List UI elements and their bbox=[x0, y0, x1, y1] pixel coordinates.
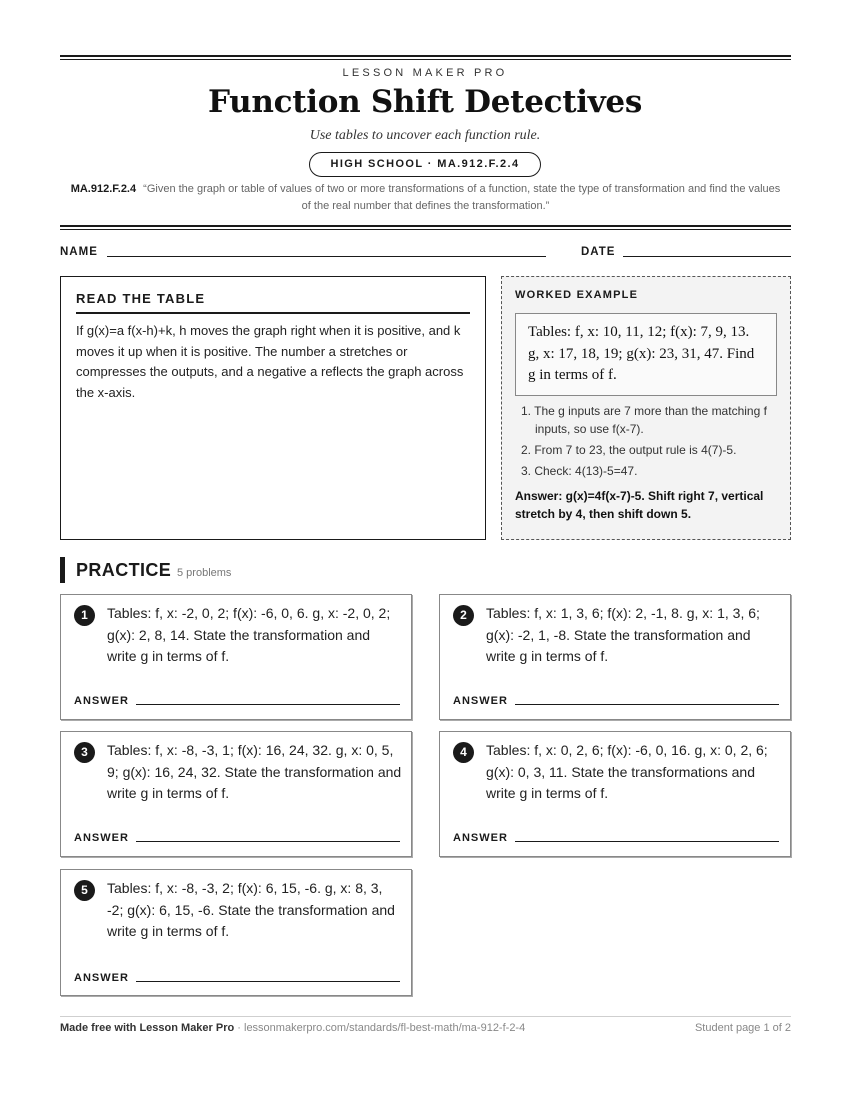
worked-example-answer: Answer: g(x)=4f(x-7)-5. Shift right 7, vertical stretch by 4, then shift down 5. bbox=[515, 488, 764, 521]
worked-example-prompt: Tables: f, x: 10, 11, 12; f(x): 7, 9, 13. g, x: 17, 18, 19; g(x): 23, 31, 47. Find g in terms of f. bbox=[515, 313, 777, 396]
standard-text: “Given the graph or table of values of two or more transformations of a function, state the type of transformation and find the values of the real number that defines the transformation.” bbox=[143, 183, 781, 212]
answer-label: ANSWER bbox=[453, 832, 508, 844]
worked-example-steps bbox=[515, 402, 777, 480]
problem-card-2 bbox=[439, 594, 791, 720]
worksheet-subtitle: Use tables to uncover each function rule. bbox=[309, 128, 541, 143]
practice-count: 5 problems bbox=[177, 567, 232, 579]
problem-card-5 bbox=[60, 869, 412, 996]
problem-number: 4 bbox=[453, 742, 474, 763]
practice-heading: PRACTICE bbox=[76, 560, 172, 580]
footer-made-with: Made free with Lesson Maker Pro bbox=[60, 1022, 235, 1034]
header-bottom-rule bbox=[60, 225, 791, 227]
worked-step: 1. The g inputs are 7 more than the matching f inputs, so use f(x-7). bbox=[521, 403, 767, 436]
problem-card-1 bbox=[60, 594, 412, 720]
answer-label: ANSWER bbox=[74, 695, 129, 707]
date-field[interactable] bbox=[623, 256, 791, 257]
problem-prompt: Tables: f, x: -2, 0, 2; f(x): -6, 0, 6. g, x: -2, 0, 2; g(x): 2, 8, 14. State the transformation and write g in terms of f. bbox=[107, 605, 391, 664]
answer-field[interactable] bbox=[515, 704, 779, 705]
answer-field[interactable] bbox=[136, 981, 400, 982]
header-top-rule bbox=[60, 55, 791, 57]
footer-credit bbox=[60, 1022, 525, 1034]
date-label: DATE bbox=[581, 246, 616, 258]
footer-url[interactable]: · lessonmakerpro.com/standards/fl-best-math/ma-912-f-2-4 bbox=[234, 1022, 526, 1034]
grade-standard-badge: HIGH SCHOOL · MA.912.F.2.4 bbox=[309, 152, 541, 177]
problem-card-4 bbox=[439, 731, 791, 857]
name-label: NAME bbox=[60, 246, 98, 258]
problem-card-3 bbox=[60, 731, 412, 857]
answer-label: ANSWER bbox=[453, 695, 508, 707]
read-the-table-box bbox=[60, 276, 486, 540]
problem-prompt: Tables: f, x: 0, 2, 6; f(x): -6, 0, 16. g, x: 0, 2, 6; g(x): 0, 3, 11. State the transformations and write g in terms of f. bbox=[486, 742, 768, 801]
worksheet-title: Function Shift Detectives bbox=[208, 84, 642, 120]
read-box-title: READ THE TABLE bbox=[76, 291, 470, 314]
problem-prompt: Tables: f, x: -8, -3, 1; f(x): 16, 24, 32. g, x: 0, 5, 9; g(x): 16, 24, 32. State the transformation and write g in terms of f. bbox=[107, 742, 402, 801]
worked-example-title: WORKED EXAMPLE bbox=[515, 289, 639, 301]
name-field[interactable] bbox=[107, 256, 546, 257]
problem-prompt: Tables: f, x: 1, 3, 6; f(x): 2, -1, 8. g, x: 1, 3, 6; g(x): -2, 1, -8. State the transformation and write g in terms of f. bbox=[486, 605, 760, 664]
practice-accent-bar bbox=[60, 557, 65, 583]
problem-prompt: Tables: f, x: -8, -3, 2; f(x): 6, 15, -6. g, x: 8, 3, -2; g(x): 6, 15, -6. State the transformation and write g in terms of f. bbox=[107, 880, 395, 939]
answer-field[interactable] bbox=[136, 704, 400, 705]
worked-example-box bbox=[501, 276, 791, 540]
answer-label: ANSWER bbox=[74, 972, 129, 984]
standard-description bbox=[70, 181, 781, 215]
standard-code: MA.912.F.2.4 bbox=[70, 183, 137, 195]
worked-step: 2. From 7 to 23, the output rule is 4(7)-5. bbox=[521, 442, 737, 457]
answer-field[interactable] bbox=[136, 841, 400, 842]
footer-rule bbox=[60, 1016, 791, 1017]
worked-step: 3. Check: 4(13)-5=47. bbox=[521, 463, 638, 478]
brand-name: LESSON MAKER PRO bbox=[342, 67, 508, 79]
problem-number: 2 bbox=[453, 605, 474, 626]
problem-number: 1 bbox=[74, 605, 95, 626]
answer-field[interactable] bbox=[515, 841, 779, 842]
problem-number: 3 bbox=[74, 742, 95, 763]
problem-number: 5 bbox=[74, 880, 95, 901]
footer-page-number: Student page 1 of 2 bbox=[694, 1022, 791, 1034]
answer-label: ANSWER bbox=[74, 832, 129, 844]
read-box-body: If g(x)=a f(x-h)+k, h moves the graph right when it is positive, and k moves it up when it is positive. The number a stretches or compresses the outputs, and a negative a reflects the graph across the x-axis. bbox=[76, 323, 464, 400]
